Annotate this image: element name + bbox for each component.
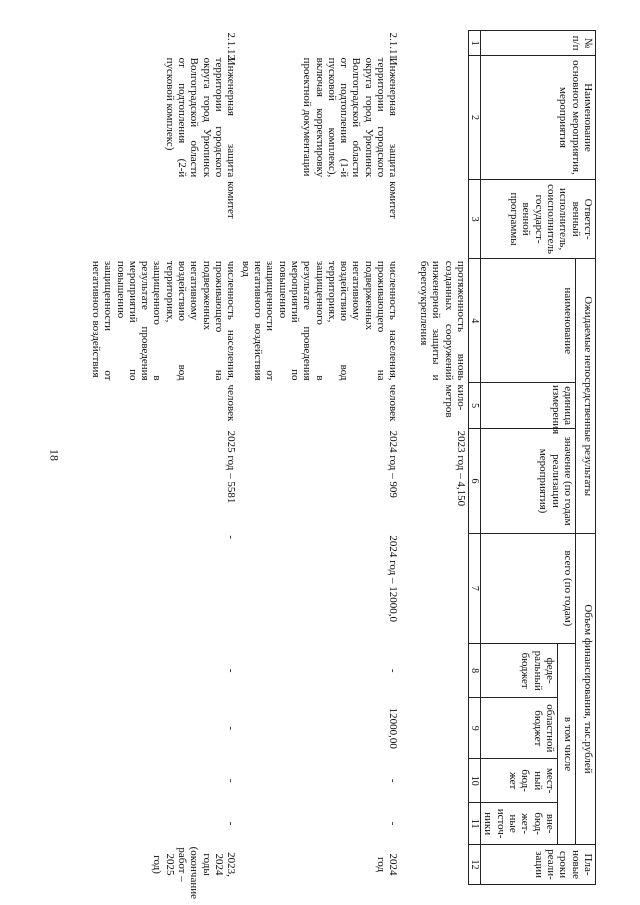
header-activity-name: Наименование основного мероприятия, мероприятия [481,56,596,180]
row-total: - [225,535,238,540]
row-total: 2024 год – 12000,0 [387,535,400,622]
header-incl-group: в том числе [558,643,576,844]
header-finance-group: Объем финансирования, тыс.рублей [576,533,596,844]
row-regional: - [225,726,238,731]
header-num: № п/п [481,31,596,56]
row-num [400,31,468,56]
row-responsible: комитет [225,181,238,219]
rotated-table-container [36,30,596,899]
header-result-name: наименование [481,259,576,383]
row-local: - [225,778,238,783]
row-terms: 2023, 2024 годы (окончание работ – 2025 год) [151,846,238,899]
column-number: 3 [468,179,480,259]
column-number: 1 [468,31,480,56]
column-number: 10 [468,759,480,803]
column-numbers-row [468,31,480,885]
row-regional: 12000,00 [387,707,400,749]
program-activities-table [88,30,596,899]
header-total: всего (по годам) [481,533,576,643]
table-row [88,31,238,885]
row-value: 2023 год – 4,150 [454,430,467,507]
row-activity-name: Инженерная защита территории городского округа город Урюпинск Волгоградской области от подтопления (1-й пусковой комплекс), включая корректировку проектной документации [301,57,400,178]
header-terms: Пла-новые сроки реали-зации [481,845,596,885]
row-extra: - [225,821,238,826]
row-extra [400,803,468,845]
column-number: 11 [468,803,480,845]
row-activity-name: Инженерная защита территории городского округа город Урюпинск Волгоградской области от подтопления (2-й пусковой комплекс) [163,57,238,178]
column-number: 6 [468,429,480,534]
header-regional: областной бюджет [481,698,558,759]
column-number: 4 [468,259,480,383]
header-value: значение (по годам реализации мероприятия) [481,429,576,534]
row-local [400,759,468,803]
column-number: 5 [468,383,480,429]
header-federal: феде-ральный бюджет [481,643,558,697]
row-value: 2024 год – 909 [387,430,400,498]
row-terms [400,845,468,885]
column-number: 8 [468,643,480,697]
row-federal: - [225,668,238,673]
row-result-name: протяженность вновь созданных сооружений инженерной защиты и берегоукрепления [418,260,467,381]
row-activity-name [400,56,468,180]
table-row [400,31,468,885]
row-result-name: численность населения, проживающего на подверженных негативному воздействию вод территориях, защищенного в результате проведения мероприятий по повышению защищенности от негативного воздействия вод [239,260,400,381]
row-federal [400,643,468,697]
header-responsible: Ответст-венный исполнитель, соисполнитель государст-венной программы [481,179,596,259]
row-unit: человек [387,384,400,422]
header-extra: вне-бюд-жет-ные источ-ники [481,803,558,845]
page-number: 18 [47,449,62,461]
row-responsible: комитет [387,181,400,219]
row-num: 2.1.11. [387,32,400,63]
row-value: 2025 год – 5581 [225,430,238,504]
column-number: 12 [468,845,480,885]
header-unit: единица измерения [481,383,576,429]
header-local: мест-ный бюд-жет [481,759,558,803]
column-number: 7 [468,533,480,643]
row-result-name: численность населения, проживающего на подверженных негативному воздействию вод территориях, защищенного в результате проведения мероприятий по повышению защищенности от негативного воздействия [89,260,238,381]
table-row [238,31,400,885]
row-local: - [387,778,400,783]
row-extra: - [387,821,400,826]
row-terms: 2024 год [375,853,400,876]
row-unit: человек [225,384,238,422]
header-results-group: Ожидаемые непосредственные результаты [576,259,596,534]
column-number: 9 [468,698,480,759]
row-regional [400,698,468,759]
row-responsible [400,179,468,259]
row-num: 2.1.12. [225,32,238,63]
header-row-1 [576,31,596,885]
row-total [400,533,468,643]
column-number: 2 [468,56,480,180]
row-unit: кило-метров [442,384,467,418]
row-federal: - [387,668,400,673]
